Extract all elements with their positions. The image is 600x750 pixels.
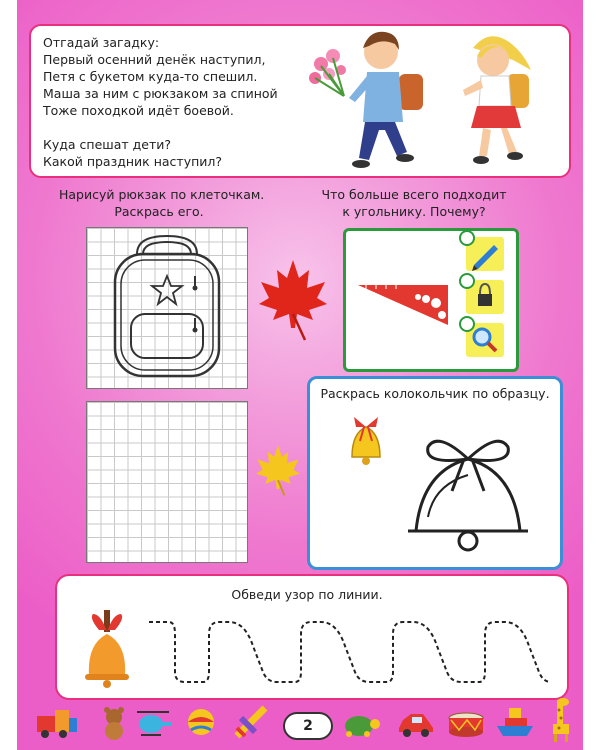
boy-with-flowers-illustration <box>299 26 439 174</box>
flowers-icon <box>309 49 346 96</box>
option-marker[interactable] <box>459 273 475 289</box>
riddle-line: Первый осенний денёк наступил, <box>43 52 266 67</box>
drum-icon <box>447 712 485 738</box>
workbook-page <box>17 0 583 750</box>
ruler-task-title: Что больше всего подходит к угольнику. Почему? <box>321 187 507 219</box>
triangle-ruler-icon <box>356 275 452 331</box>
toy-car-icon <box>397 710 435 738</box>
toy-boat-icon <box>495 704 535 738</box>
riddle-question: Куда спешат дети? <box>43 137 172 152</box>
riddle-line: Петя с букетом куда-то спешил. <box>43 69 258 84</box>
train-icon <box>35 706 79 740</box>
trace-task-title: Обведи узор по линии. <box>231 587 383 602</box>
maple-leaf-icon <box>257 258 329 342</box>
option-marker[interactable] <box>459 316 475 332</box>
backpack-task-title: Нарисуй рюкзак по клеточкам. Раскрась его. <box>59 187 265 219</box>
riddle-question: Какой праздник наступил? <box>43 154 223 169</box>
backpack-sample-grid <box>86 227 248 389</box>
riddle-box <box>29 24 571 178</box>
riddle-line: Отгадай загадку: <box>43 35 160 50</box>
yellow-leaf-icon <box>253 444 303 498</box>
option-paperclip[interactable] <box>466 280 504 314</box>
riddle-line <box>43 119 278 136</box>
ball-icon <box>187 708 215 736</box>
backpack-outline-icon <box>87 228 247 388</box>
option-magnifier[interactable] <box>466 323 504 357</box>
trace-pattern-box <box>55 574 569 700</box>
riddle-line: Тоже походкой идёт боевой. <box>43 103 234 118</box>
small-bell-icon <box>83 610 131 688</box>
backpack-drawing-grid[interactable] <box>86 401 248 563</box>
helicopter-icon <box>133 708 173 738</box>
dashed-trace-pattern[interactable] <box>145 616 555 688</box>
option-marker[interactable] <box>459 230 475 246</box>
girl-with-backpack-illustration <box>443 30 543 170</box>
page-number: 2 <box>283 712 333 740</box>
option-pencil[interactable] <box>466 237 504 271</box>
bell-outline-icon[interactable] <box>398 411 538 561</box>
bell-task-title: Раскрась колокольчик по образцу. <box>320 386 550 401</box>
teddy-bear-icon <box>99 706 129 740</box>
bell-sample-icon <box>338 413 394 469</box>
ruler-options-box <box>343 228 519 372</box>
riddle-text <box>43 34 278 170</box>
riddle-line: Маша за ним с рюкзаком за спиной <box>43 86 278 101</box>
turtle-icon <box>341 710 381 738</box>
bell-coloring-box <box>307 376 563 570</box>
giraffe-icon <box>549 696 573 742</box>
toy-plane-icon <box>233 704 269 740</box>
